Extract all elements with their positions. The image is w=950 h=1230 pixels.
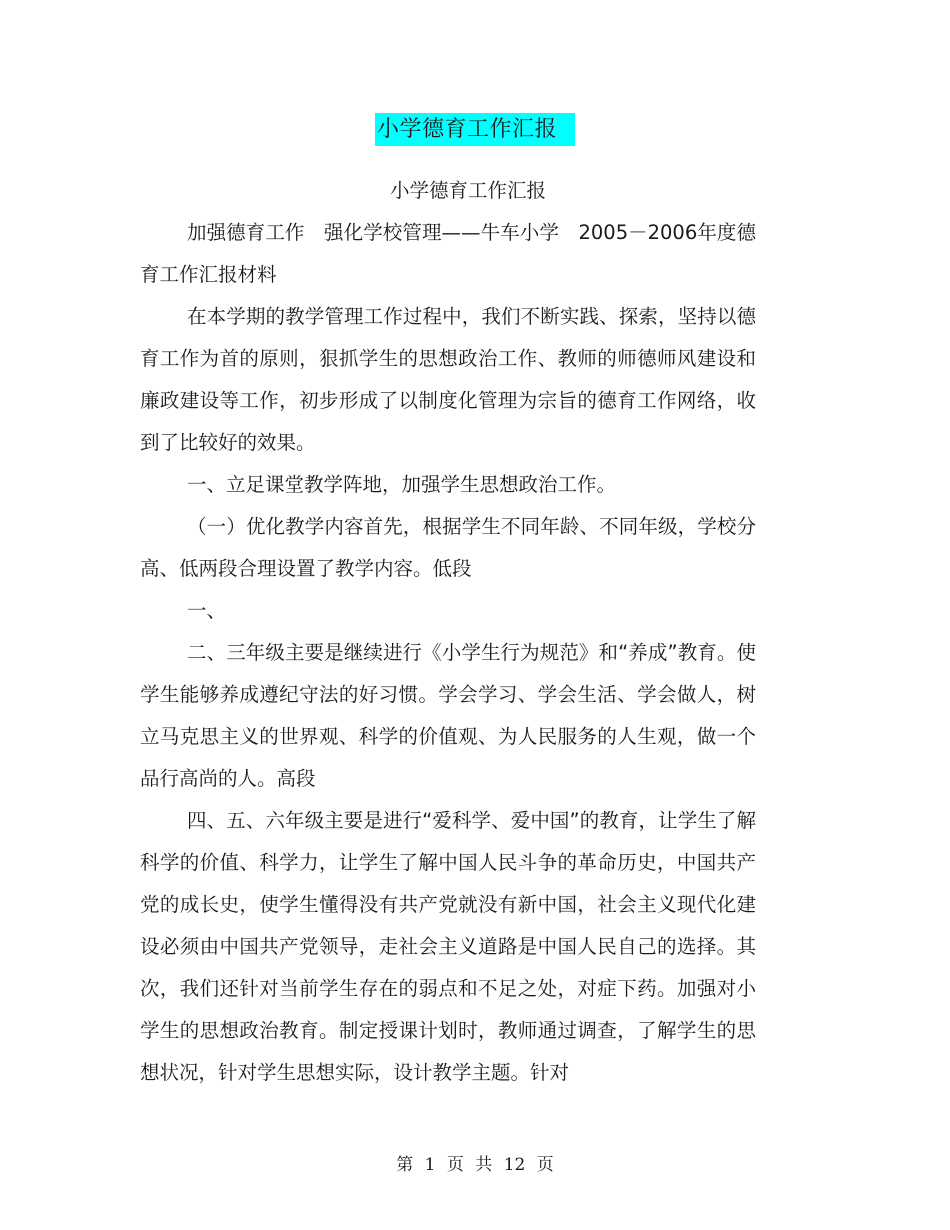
document-subtitle: 小学德育工作汇报 — [389, 179, 546, 202]
paragraph: 在本学期的教学管理工作过程中，我们不断实践、探索，坚持以德育工作为首的原则，狠抓学生的思想政治工作、教师的师德师风建设和廉政建设等工作，初步形成了以制度化管理为宗旨的德育工作网络，收到了比较好的效果。 — [140, 305, 756, 454]
paragraph: （一）优化教学内容首先，根据学生不同年龄、不同年级，学校分高、低两段合理设置了教学内容。低段 — [140, 515, 756, 580]
document-body — [140, 170, 756, 1094]
title-container — [0, 113, 950, 146]
page-number-footer: 第 1 页 共 12 页 — [396, 1155, 554, 1175]
document-title: 小学德育工作汇报 — [375, 113, 575, 146]
paragraph: 一、 — [187, 599, 227, 622]
paragraph: 二、三年级主要是继续进行《小学生行为规范》和“养成”教育。使学生能够养成遵纪守法的好习惯。学会学习、学会生活、学会做人，树立马克思主义的世界观、科学的价值观、为人民服务的人生观，做一个品行高尚的人。高段 — [140, 641, 756, 790]
section-heading: 一、立足课堂教学阵地，加强学生思想政治工作。 — [187, 473, 617, 496]
paragraph: 四、五、六年级主要是进行“爱科学、爱中国”的教育，让学生了解科学的价值、科学力，让学生了解中国人民斗争的革命历史，中国共产党的成长史，使学生懂得没有共产党就没有新中国，社会主义现代化建设必须由中国共产党领导，走社会主义道路是中国人民自己的选择。其次，我们还针对当前学生存在的弱点和不足之处，对症下药。加强对小学生的思想政治教育。制定授课计划时，教师通过调查，了解学生的思想状况，针对学生思想实际，设计教学主题。针对 — [140, 809, 756, 1084]
paragraph: 加强德育工作 强化学校管理——牛车小学 2005－2006年度德育工作汇报材料 — [140, 221, 756, 286]
